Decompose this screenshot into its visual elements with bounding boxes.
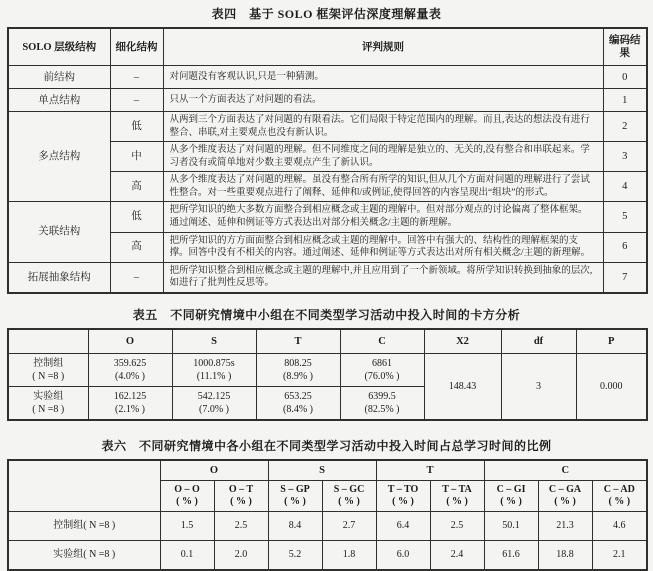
subheader-code: T – TA xyxy=(442,483,472,495)
table4-rule-cell: 只从一个方面表达了对问题的看法。 xyxy=(163,89,603,112)
table4-code-cell: 1 xyxy=(603,89,647,112)
table5-header-df: df xyxy=(501,329,576,354)
table-row xyxy=(8,89,647,112)
value: 653.25 xyxy=(284,390,312,402)
table4-code-cell: 4 xyxy=(603,172,647,202)
value: 808.25 xyxy=(284,357,312,369)
percent: (8.4% ) xyxy=(283,403,313,415)
table6-subheader xyxy=(538,480,592,511)
table4-rule-cell: 把所学知识的方方面面整合到相应概念或主题的理解中。回答中有强大的、结构性的理解框架的支撑。回答中没有不相关的内容。通过阐述、延伸和例证等方式表达出对所有相关概念/主题的新理解。 xyxy=(163,232,603,262)
table6-subheader xyxy=(160,480,214,511)
table4-level-cell: 多点结构 xyxy=(8,112,110,202)
table6-value-cell: 2.5 xyxy=(430,511,484,540)
table4-sub-cell: – xyxy=(110,262,163,293)
table4-level-cell: 单点结构 xyxy=(8,89,110,112)
percent: (82.5% ) xyxy=(364,403,400,415)
subheader-code: T – TO xyxy=(387,483,419,495)
table5-header-s: S xyxy=(172,329,256,354)
table4-code-cell: 0 xyxy=(603,66,647,89)
table4-rule-cell: 对问题没有客观认识,只是一种猜测。 xyxy=(163,66,603,89)
table6-value-cell: 2.0 xyxy=(214,540,268,570)
table4-rule-cell: 把所学知识的绝大多数方面整合到相应概念或主题的理解中。但对部分观点的讨论偏离了整体框架。通过阐述、延伸和例证等方式表达出对部分相关概念/主题的新理解。 xyxy=(163,202,603,232)
table6-subheader xyxy=(430,480,484,511)
table6-group-header-t: T xyxy=(376,460,484,481)
table4-code-cell: 5 xyxy=(603,202,647,232)
subheader-code: C – GA xyxy=(548,483,582,495)
table5-title: 表五 不同研究情境中小组在不同类型学习活动中投入时间的卡方分析 xyxy=(132,307,521,322)
table4-header-rule: 评判规则 xyxy=(163,28,603,66)
subheader-unit: ( % ) xyxy=(446,495,468,507)
table6-group-header-c: C xyxy=(484,460,647,481)
subheader-unit: ( % ) xyxy=(608,495,631,507)
value: 162.125 xyxy=(113,390,147,402)
table5-header-o: O xyxy=(88,329,172,354)
table5-header-p: P xyxy=(576,329,647,354)
percent: (11.1% ) xyxy=(196,370,232,382)
table5-chi-square xyxy=(7,328,648,421)
table6-value-cell: 1.5 xyxy=(160,511,214,540)
subheader-unit: ( % ) xyxy=(392,495,414,507)
value: 542.125 xyxy=(197,390,231,402)
table6-value-cell: 2.5 xyxy=(214,511,268,540)
value: 1000.875s xyxy=(193,357,235,369)
table6-value-cell: 2.4 xyxy=(430,540,484,570)
table-row xyxy=(8,202,647,232)
table4-level-cell: 拓展抽象结构 xyxy=(8,262,110,293)
table6-subheader xyxy=(484,480,538,511)
table-row xyxy=(8,511,647,540)
table5-value-cell xyxy=(256,386,340,420)
subheader-unit: ( % ) xyxy=(500,495,522,507)
table-row xyxy=(8,262,647,293)
table6-subheader xyxy=(376,480,430,511)
percent: (7.0% ) xyxy=(199,403,229,415)
table6-value-cell: 5.2 xyxy=(268,540,322,570)
table6-group-header-s: S xyxy=(268,460,376,481)
table6-subheader xyxy=(592,480,647,511)
table4-sub-cell: 低 xyxy=(110,112,163,142)
subheader-code: C – AD xyxy=(603,483,635,495)
table5-value-cell xyxy=(172,386,256,420)
table6-value-cell: 1.8 xyxy=(322,540,376,570)
table4-sub-cell: 中 xyxy=(110,142,163,172)
table6-corner-cell xyxy=(8,460,160,512)
table6-subheader xyxy=(214,480,268,511)
table6-group-label: 控制组( N =8 ) xyxy=(8,511,160,540)
table5-value-cell xyxy=(88,386,172,420)
table5-value-cell xyxy=(340,353,424,386)
table5-p-value: 0.000 xyxy=(576,353,647,420)
table4-level-cell: 前结构 xyxy=(8,66,110,89)
subheader-code: S – GC xyxy=(333,483,365,495)
table6-title: 表六 不同研究情境中各小组在不同类型学习活动中投入时间占总学习时间的比例 xyxy=(101,438,552,453)
table6-value-cell: 8.4 xyxy=(268,511,322,540)
table-row xyxy=(8,112,647,142)
table6-value-cell: 6.4 xyxy=(376,511,430,540)
table-row xyxy=(8,540,647,570)
subheader-unit: ( % ) xyxy=(230,495,252,507)
percent: (4.0% ) xyxy=(115,370,145,382)
value: 6399.5 xyxy=(368,390,396,402)
table4-header-solo-level: SOLO 层级结构 xyxy=(8,28,110,66)
table4-sub-cell: 高 xyxy=(110,232,163,262)
table4-rule-cell: 从两到三个方面表达了对问题的有限看法。它们局限于特定范围内的理解。而且,表达的想法没有进行整合、串联,对主要观点也没有新认识。 xyxy=(163,112,603,142)
table4-header-row xyxy=(8,28,647,66)
table5-value-cell xyxy=(172,353,256,386)
table4-title: 表四 基于 SOLO 框架评估深度理解量表 xyxy=(211,7,442,21)
subheader-unit: ( % ) xyxy=(176,495,198,507)
group-name: 控制组 xyxy=(33,357,64,369)
table5-df-value: 3 xyxy=(501,353,576,420)
table5-header-t: T xyxy=(256,329,340,354)
table5-group-label xyxy=(8,353,88,386)
value: 359.625 xyxy=(113,357,147,369)
table4-rule-cell: 从多个维度表达了对问题的理解。虽没有整合所有所学的知识,但从几个方面对问题的理解进行了尝试性整合。对一些重要观点进行了阐释、延伸和/或例证,使得回答的内容呈现出“组块”的形式。 xyxy=(163,172,603,202)
table6-subheader xyxy=(268,480,322,511)
table4-sub-cell: – xyxy=(110,89,163,112)
table6-value-cell: 50.1 xyxy=(484,511,538,540)
table5-header-c: C xyxy=(340,329,424,354)
table6-value-cell: 4.6 xyxy=(592,511,647,540)
group-n: ( N =8 ) xyxy=(32,403,65,415)
table4-code-cell: 2 xyxy=(603,112,647,142)
subheader-unit: ( % ) xyxy=(284,495,306,507)
table4-header-sub-structure: 细化结构 xyxy=(110,28,163,66)
table4-sub-cell: 高 xyxy=(110,172,163,202)
table6-group-header-row xyxy=(8,460,647,481)
table-row xyxy=(8,66,647,89)
table6-value-cell: 2.1 xyxy=(592,540,647,570)
table5-corner-cell xyxy=(8,329,88,354)
table6-value-cell: 61.6 xyxy=(484,540,538,570)
subheader-code: C – GI xyxy=(496,483,526,495)
table4-rule-cell: 从多个维度表达了对问题的理解。但不同维度之间的理解是独立的、无关的,没有整合和串联起来。学习者没有或简单地对少数主要观点产生了新认识。 xyxy=(163,142,603,172)
table4-code-cell: 3 xyxy=(603,142,647,172)
table6-value-cell: 0.1 xyxy=(160,540,214,570)
table5-value-cell xyxy=(256,353,340,386)
table5-x2-value: 148.43 xyxy=(424,353,501,420)
table5-header-x2: X2 xyxy=(424,329,501,354)
table6-value-cell: 18.8 xyxy=(538,540,592,570)
table4-header-code: 编码结果 xyxy=(603,28,647,66)
table5-group-label xyxy=(8,386,88,420)
table4-sub-cell: 低 xyxy=(110,202,163,232)
table-row xyxy=(8,353,647,386)
table4-code-cell: 6 xyxy=(603,232,647,262)
table6-group-header-o: O xyxy=(160,460,268,481)
group-name: 实验组 xyxy=(33,390,64,402)
group-n: ( N =8 ) xyxy=(32,370,65,382)
table6-group-label: 实验组( N =8 ) xyxy=(8,540,160,570)
value: 6861 xyxy=(372,357,392,369)
table4-solo-rubric xyxy=(7,27,648,294)
subheader-unit: ( % ) xyxy=(338,495,360,507)
table4-sub-cell: – xyxy=(110,66,163,89)
subheader-code: O – O xyxy=(174,483,200,495)
percent: (8.9% ) xyxy=(283,370,313,382)
table4-rule-cell: 把所学知识整合到相应概念或主题的理解中,并且应用到了一个新领域。将所学知识转换到抽象的层次,如进行了批判性反思等。 xyxy=(163,262,603,293)
table5-value-cell xyxy=(88,353,172,386)
table4-level-cell: 关联结构 xyxy=(8,202,110,262)
table6-value-cell: 2.7 xyxy=(322,511,376,540)
table4-code-cell: 7 xyxy=(603,262,647,293)
percent: (76.0% ) xyxy=(364,370,400,382)
table6-subheader xyxy=(322,480,376,511)
table6-value-cell: 6.0 xyxy=(376,540,430,570)
table6-time-proportion xyxy=(7,459,648,571)
table6-value-cell: 21.3 xyxy=(538,511,592,540)
percent: (2.1% ) xyxy=(115,403,145,415)
table5-value-cell xyxy=(340,386,424,420)
table5-header-row xyxy=(8,329,647,354)
subheader-unit: ( % ) xyxy=(554,495,576,507)
subheader-code: O – T xyxy=(228,483,254,495)
subheader-code: S – GP xyxy=(280,483,310,495)
